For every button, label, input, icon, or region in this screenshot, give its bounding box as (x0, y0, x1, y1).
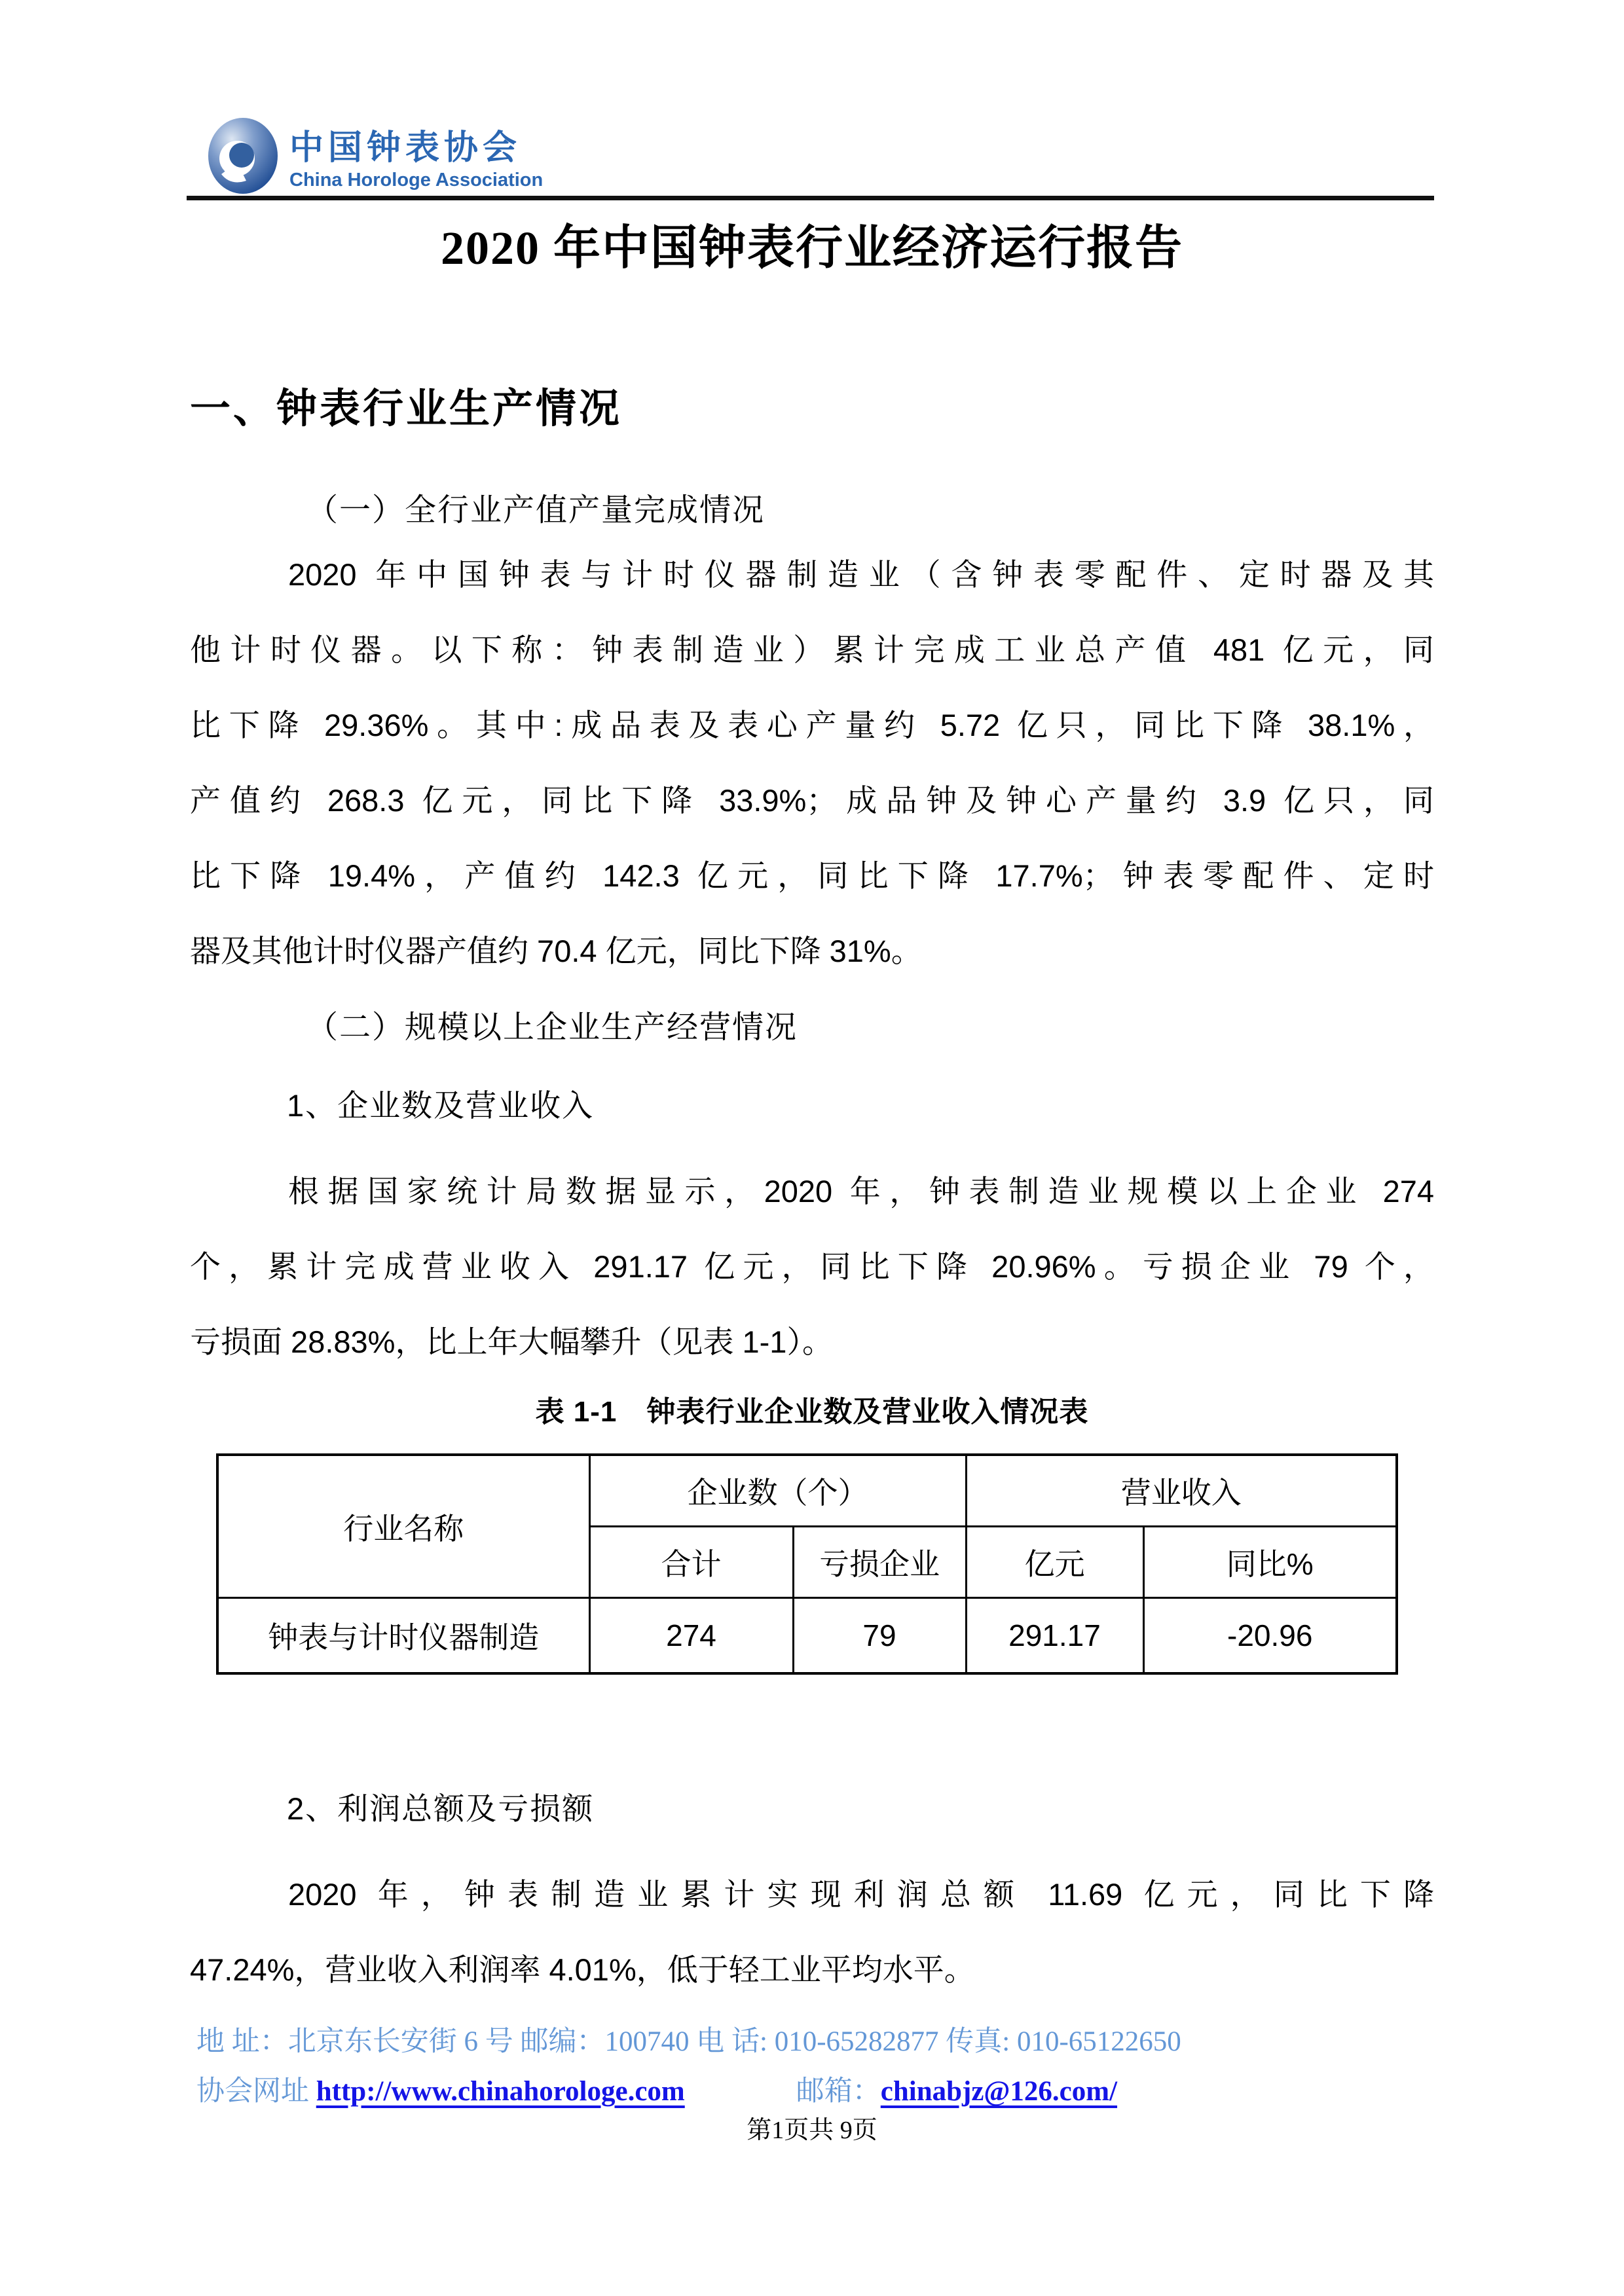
paragraph-line: 比下降 19.4%，产值约 142.3 亿元，同比下降 17.7%；钟表零配件、定时 (190, 858, 1434, 893)
table-header-row-1 (217, 1455, 1397, 1527)
section-heading-1: 一、钟表行业生产情况 (190, 386, 623, 431)
paragraph-line: 亏损面 28.83%，比上年大幅攀升（见表 1-1）。 (190, 1324, 833, 1359)
col-header-industry: 行业名称 (217, 1455, 589, 1598)
col-header-total: 合计 (589, 1527, 793, 1598)
paragraph-production (190, 537, 1434, 989)
col-header-yi-yuan: 亿元 (966, 1527, 1143, 1598)
footer-email-label: 邮箱： (796, 2076, 881, 2107)
association-logo (208, 118, 543, 194)
revenue-table (216, 1453, 1398, 1675)
paragraph-line: 器及其他计时仪器产值约 70.4 亿元，同比下降 31%。 (190, 934, 922, 968)
table-row (217, 1598, 1397, 1674)
document-title: 2020 年中国钟表行业经济运行报告 (440, 222, 1183, 274)
cell-industry: 钟表与计时仪器制造 (217, 1598, 589, 1674)
association-website-link[interactable]: http://www.chinahorologe.com (316, 2076, 685, 2107)
cell-yoy: -20.96 (1143, 1598, 1397, 1674)
footer-links-line (196, 2071, 1441, 2112)
paragraph-line: 2020 年，钟表制造业累计实现利润总额 11.69 亿元，同比下降 (288, 1877, 1434, 1912)
footer-website-label: 协会网址 (196, 2076, 316, 2107)
paragraph-line: 产值约 268.3 亿元，同比下降 33.9%；成品钟及钟心产量约 3.9 亿只，同 (190, 783, 1434, 818)
paragraph-line: 他计时仪器。以下称：钟表制造业）累计完成工业总产值 481 亿元，同 (190, 632, 1434, 667)
page-footer (196, 2022, 1441, 2112)
col-group-revenue: 营业收入 (966, 1455, 1397, 1527)
subsection-heading-1: （一）全行业产值产量完成情况 (306, 493, 766, 528)
logo-text (289, 118, 543, 191)
numbered-heading-1: 1、企业数及营业收入 (287, 1088, 595, 1123)
table-caption: 表 1-1 钟表行业企业数及营业收入情况表 (535, 1396, 1089, 1428)
col-header-loss-companies: 亏损企业 (793, 1527, 966, 1598)
paragraph-line: 根据国家统计局数据显示，2020 年，钟表制造业规模以上企业 274 (288, 1174, 1434, 1209)
paragraph-line: 个，累计完成营业收入 291.17 亿元，同比下降 20.96%。亏损企业 79 个， (190, 1249, 1434, 1284)
cell-revenue: 291.17 (966, 1598, 1143, 1674)
paragraph-revenue (190, 1154, 1434, 1379)
page-number: 第1页共 9页 (747, 2117, 877, 2144)
paragraph-line: 比下降 29.36%。其中:成品表及表心产量约 5.72 亿只，同比下降 38.1%， (190, 708, 1434, 742)
paragraph-profit (190, 1857, 1434, 2007)
numbered-heading-2: 2、利润总额及亏损额 (287, 1791, 595, 1826)
subsection-heading-2: （二）规模以上企业生产经营情况 (306, 1010, 798, 1045)
logo-en-text: China Horologe Association (289, 170, 544, 191)
logo-sphere-icon (208, 118, 278, 194)
col-group-enterprise-count: 企业数（个） (589, 1455, 966, 1527)
association-email-link[interactable]: chinabjz@126.com/ (880, 2076, 1118, 2107)
cell-loss-companies: 79 (793, 1598, 966, 1674)
logo-cn-text: 中国钟表协会 (289, 129, 522, 167)
header-divider (187, 196, 1434, 200)
col-header-yoy: 同比% (1143, 1527, 1397, 1598)
paragraph-line: 2020 年中国钟表与计时仪器制造业（含钟表零配件、定时器及其 (288, 557, 1434, 592)
footer-address-line: 地 址：北京东长安街 6 号 邮编：100740 电 话: 010-65282877 传真: 010-65122650 (196, 2026, 1181, 2057)
cell-total: 274 (589, 1598, 793, 1674)
paragraph-line: 47.24%，营业收入利润率 4.01%，低于轻工业平均水平。 (190, 1952, 975, 1987)
